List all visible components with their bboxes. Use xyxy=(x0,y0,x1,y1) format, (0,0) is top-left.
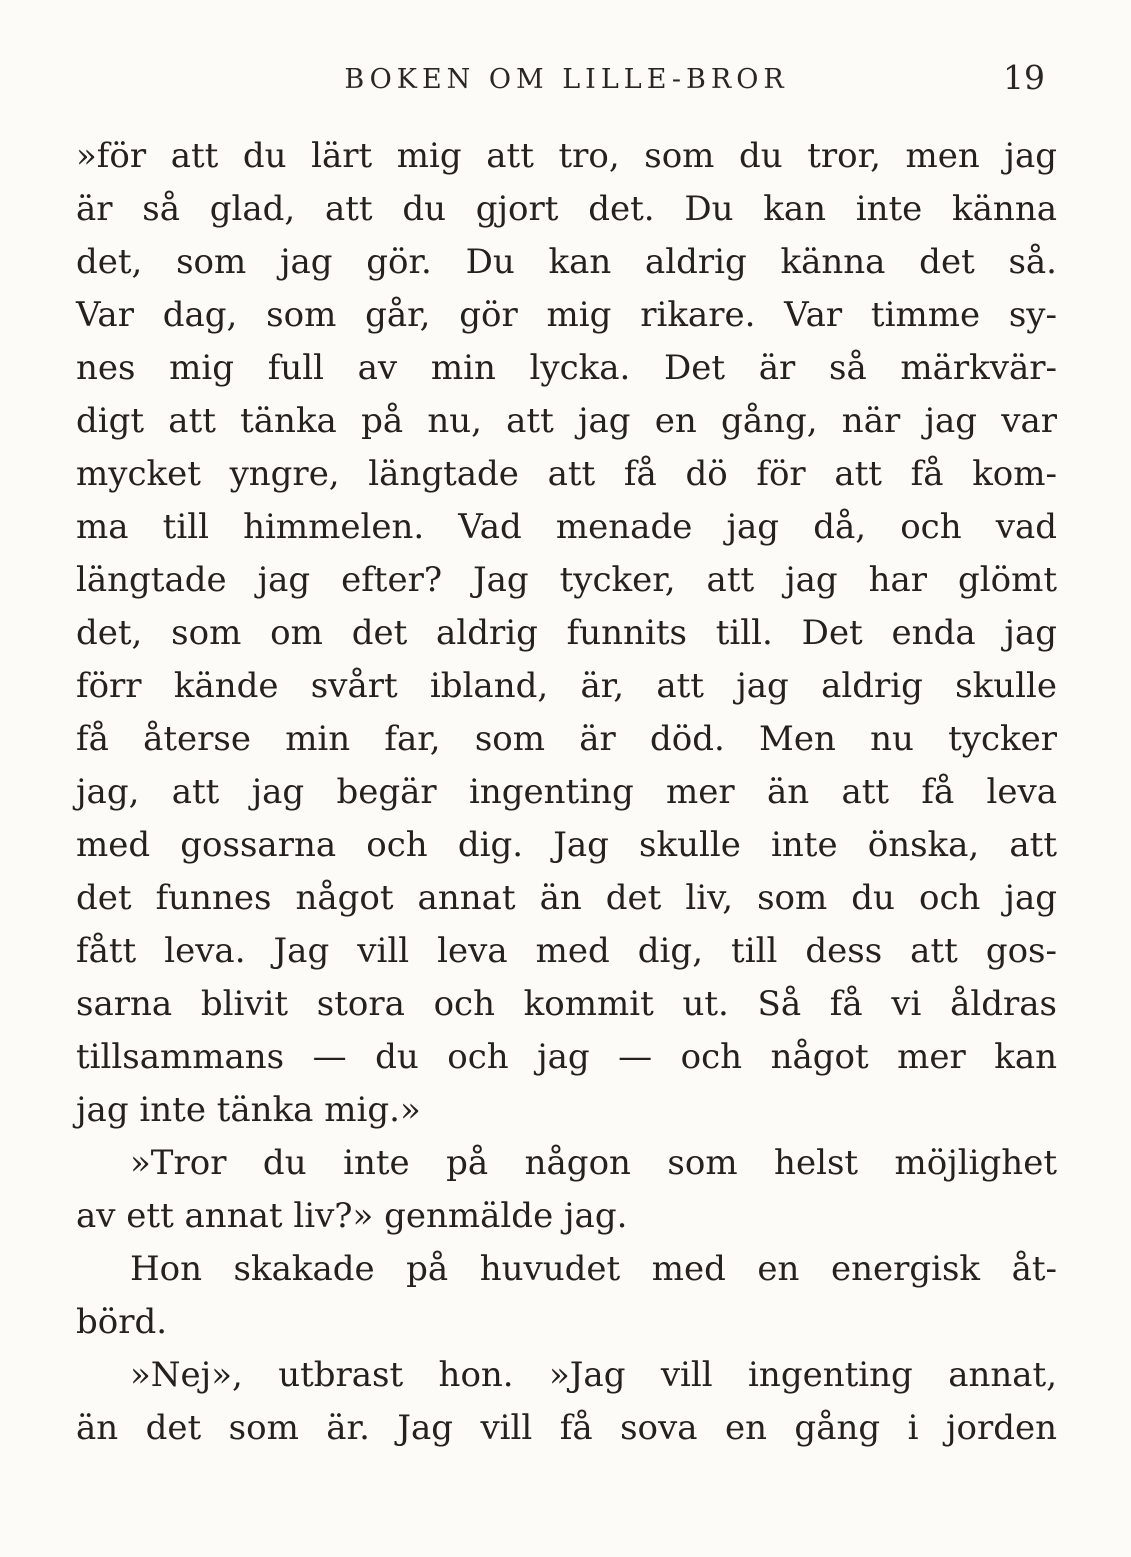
text-line: det, som om det aldrig funnits till. Det enda jag xyxy=(76,613,1057,653)
text-line: »för att du lärt mig att tro, som du tror, men jag xyxy=(76,136,1057,176)
text-line: tillsammans — du och jag — och något mer kan xyxy=(76,1037,1057,1077)
text-line: sarna blivit stora och kommit ut. Så få vi åldras xyxy=(76,984,1057,1024)
running-title: BOKEN OM LILLE-BROR xyxy=(344,64,789,95)
page-number: 19 xyxy=(1003,58,1045,97)
text-line: mycket yngre, längtade att få dö för att få kom- xyxy=(76,454,1057,494)
text-line: jag, att jag begär ingenting mer än att få leva xyxy=(76,772,1057,812)
text-line: Hon skakade på huvudet med en energisk åt- xyxy=(130,1249,1057,1289)
text-line: av ett annat liv?» genmälde jag. xyxy=(76,1196,628,1236)
text-line: fått leva. Jag vill leva med dig, till dess att gos- xyxy=(76,931,1057,971)
body-text xyxy=(76,130,1057,1455)
text-line: längtade jag efter? Jag tycker, att jag har glömt xyxy=(76,560,1057,600)
text-line: det funnes något annat än det liv, som du och jag xyxy=(76,878,1057,918)
text-line: förr kände svårt ibland, är, att jag aldrig skulle xyxy=(76,666,1057,706)
text-line: jag inte tänka mig.» xyxy=(76,1090,421,1130)
text-line: »Tror du inte på någon som helst möjlighet xyxy=(130,1143,1057,1183)
text-line: digt att tänka på nu, att jag en gång, när jag var xyxy=(76,401,1057,441)
text-line: »Nej», utbrast hon. »Jag vill ingenting annat, xyxy=(130,1355,1057,1395)
page-header xyxy=(76,56,1057,114)
text-line: nes mig full av min lycka. Det är så märkvär- xyxy=(76,348,1057,388)
text-line: börd. xyxy=(76,1302,168,1342)
text-line: få återse min far, som är död. Men nu tycker xyxy=(76,719,1057,759)
text-line: det, som jag gör. Du kan aldrig känna det så. xyxy=(76,242,1057,282)
text-line: än det som är. Jag vill få sova en gång i jorden xyxy=(76,1408,1057,1448)
text-line: med gossarna och dig. Jag skulle inte önska, att xyxy=(76,825,1057,865)
text-line: är så glad, att du gjort det. Du kan inte känna xyxy=(76,189,1057,229)
text-line: Var dag, som går, gör mig rikare. Var timme sy- xyxy=(76,295,1057,335)
text-line: ma till himmelen. Vad menade jag då, och vad xyxy=(76,507,1057,547)
